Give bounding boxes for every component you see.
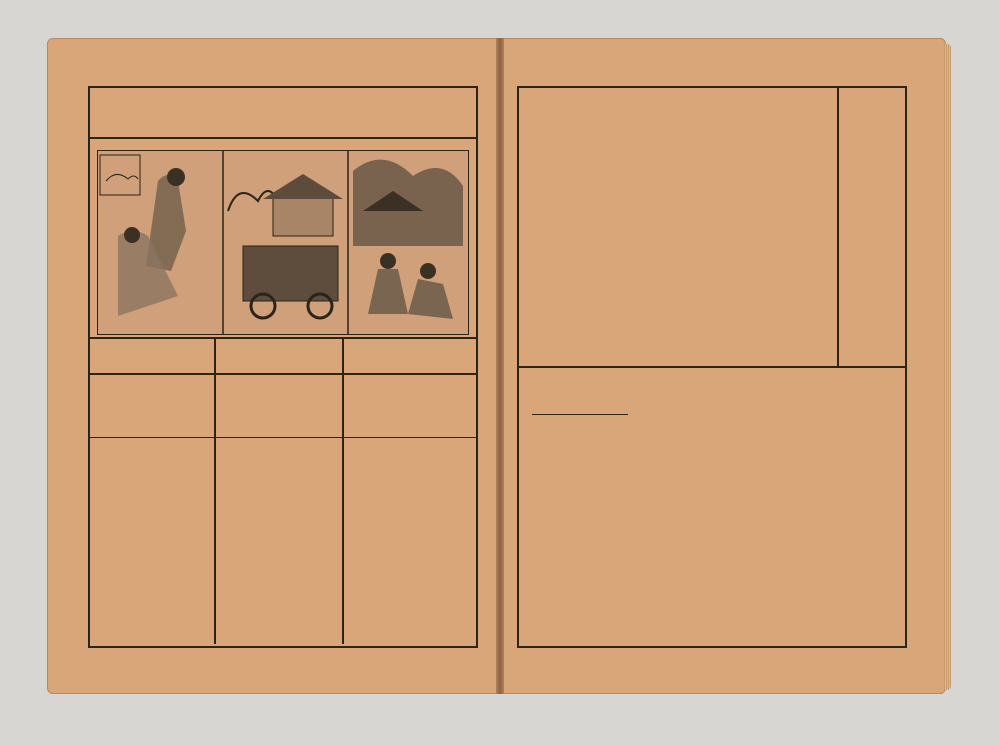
rule bbox=[517, 366, 905, 368]
book-gutter bbox=[496, 38, 504, 694]
rule bbox=[88, 337, 476, 339]
rule bbox=[88, 373, 476, 375]
page-edges bbox=[944, 44, 951, 690]
star-heading-rahu bbox=[350, 341, 470, 371]
rule bbox=[342, 337, 344, 644]
rule bbox=[88, 437, 476, 438]
rule bbox=[214, 337, 216, 644]
rule bbox=[532, 414, 628, 415]
rule bbox=[837, 86, 839, 366]
illustration bbox=[97, 150, 469, 335]
star-heading-saturn bbox=[222, 341, 340, 371]
star-heading-mercury bbox=[96, 341, 214, 371]
illustration-drawing bbox=[98, 151, 468, 334]
left-page-title bbox=[102, 92, 472, 132]
rule bbox=[88, 137, 476, 139]
